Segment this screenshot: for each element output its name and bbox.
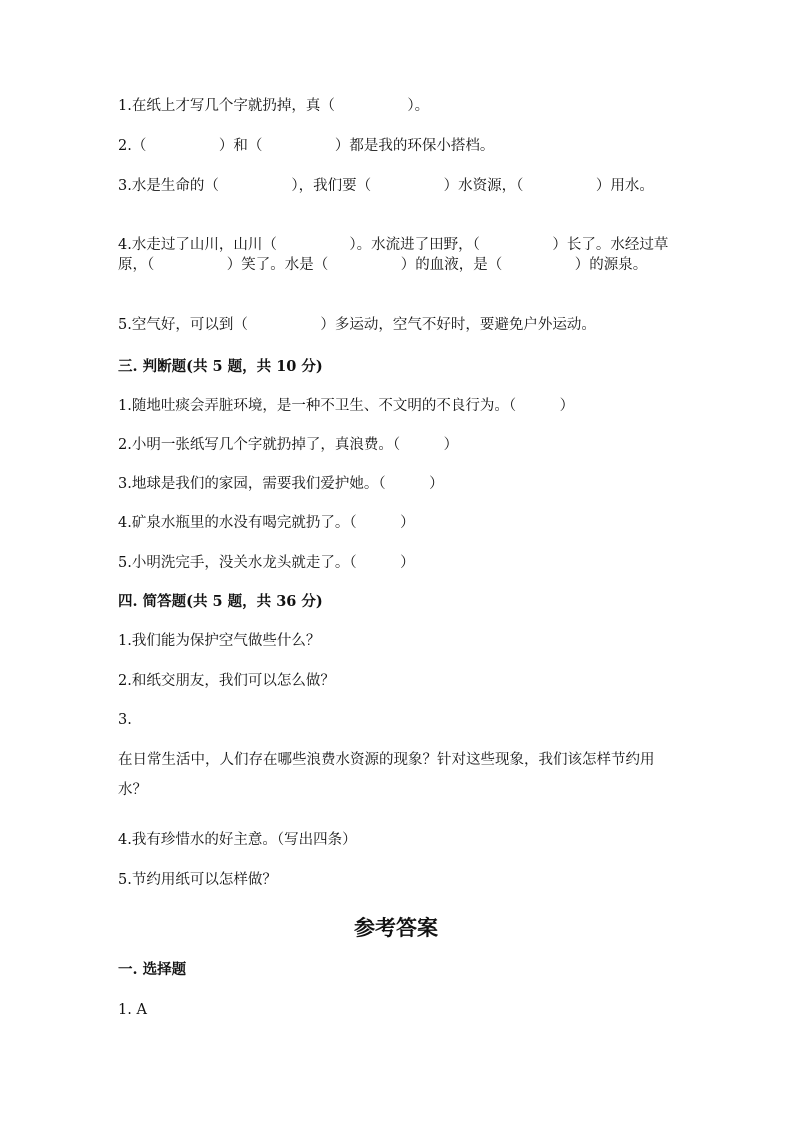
question-text: 水是生命的（ ），我们要（ ）水资源，（ ）用水。 <box>131 178 654 194</box>
question-number: 5. <box>118 317 132 333</box>
question-text: 在日常生活中，人们存在哪些浪费水资源的现象？针对这些现象，我们该怎样节约用水？ <box>118 752 655 798</box>
question-number: 2. <box>118 673 132 689</box>
question-text: 小明一张纸写几个字就扔掉了，真浪费。（ ） <box>131 437 459 453</box>
question-number: 4. <box>118 515 132 531</box>
short-answer-question-1 <box>118 631 674 651</box>
question-number: 5. <box>118 872 132 888</box>
true-false-question-4 <box>118 513 674 533</box>
question-number: 2. <box>118 138 132 154</box>
answer-section-title: 一. 选择题 <box>118 961 187 978</box>
question-text: 地球是我们的家园，需要我们爱护她。（ ） <box>131 476 444 492</box>
true-false-question-3 <box>118 474 674 494</box>
short-answer-question-4 <box>118 830 674 850</box>
question-text: 节约用纸可以怎样做？ <box>131 872 277 888</box>
true-false-question-1 <box>118 396 674 416</box>
question-number: 2. <box>118 437 132 453</box>
short-answer-question-5 <box>118 870 674 890</box>
true-false-question-2 <box>118 435 674 455</box>
fill-blank-question-3 <box>118 176 674 196</box>
question-text: 随地吐痰会弄脏环境，是一种不卫生、不文明的不良行为。（ ） <box>131 398 575 414</box>
question-text: 水走过了山川，山川（ ）。水流进了田野，（ ）长了。水经过草原，（ ）笑了。水是（ ）的血液，是（ ）的源泉。 <box>118 237 669 273</box>
question-number: 5. <box>118 555 132 571</box>
question-text: （ ）和（ ）都是我的环保小搭档。 <box>131 138 495 154</box>
short-answer-question-3-number <box>118 710 674 730</box>
question-number: 3. <box>118 476 132 492</box>
question-number: 4. <box>118 832 132 848</box>
fill-blank-question-5 <box>118 315 674 335</box>
fill-blank-question-2 <box>118 136 674 156</box>
question-text: 我有珍惜水的好主意。（写出四条） <box>131 832 357 848</box>
answer-key-title: 参考答案 <box>354 915 438 940</box>
answer-item-1: 1. A <box>118 1002 147 1018</box>
question-text: 空气好，可以到（ ）多运动，空气不好时，要避免户外运动。 <box>131 317 596 333</box>
question-text: 小明洗完手，没关水龙头就走了。（ ） <box>131 555 415 571</box>
short-answer-question-2 <box>118 671 674 691</box>
question-text: 和纸交朋友，我们可以怎么做？ <box>131 673 335 689</box>
question-number: 4. <box>118 237 132 253</box>
fill-blank-question-1 <box>118 96 674 116</box>
fill-blank-question-4 <box>118 235 674 275</box>
question-number: 1. <box>118 98 132 114</box>
question-number: 1. <box>118 398 132 414</box>
section-title-true-false: 三. 判断题(共 5 题，共 10 分) <box>118 358 323 375</box>
true-false-question-5 <box>118 553 674 573</box>
question-text: 矿泉水瓶里的水没有喝完就扔了。（ ） <box>131 515 415 531</box>
short-answer-question-3-text <box>118 745 674 805</box>
question-text: 在纸上才写几个字就扔掉，真（ ）。 <box>131 98 430 114</box>
section-title-short-answer: 四. 简答题(共 5 题，共 36 分) <box>118 593 323 610</box>
question-number: 3. <box>118 178 132 194</box>
question-number: 1. <box>118 633 132 649</box>
question-text: 我们能为保护空气做些什么？ <box>131 633 321 649</box>
question-number: 3. <box>118 712 132 728</box>
